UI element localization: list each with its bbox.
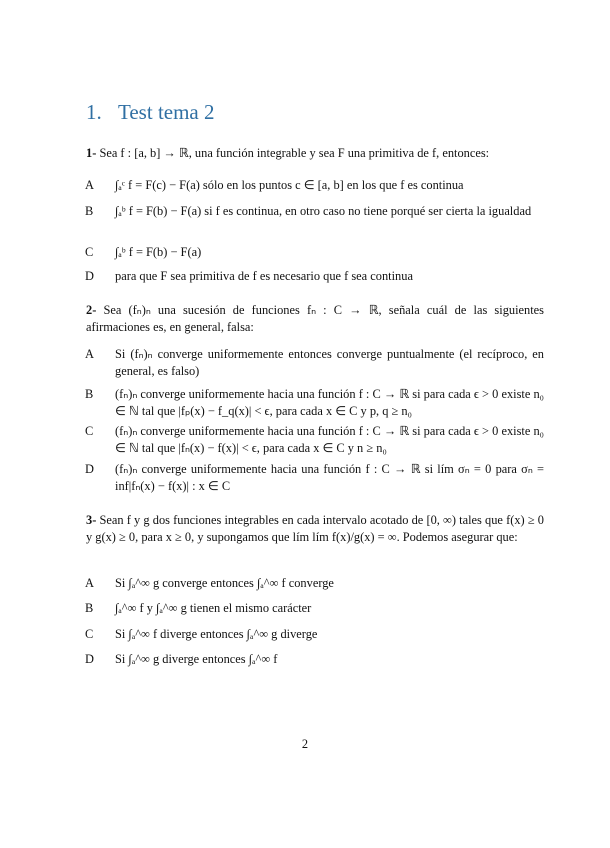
question-3 xyxy=(86,512,544,546)
option-text: ∫ₐᵇ f = F(b) − F(a) xyxy=(115,245,202,259)
question-3-option-b xyxy=(85,600,544,617)
question-1-number: 1- xyxy=(86,146,97,160)
question-2-option-d xyxy=(85,461,544,495)
question-2-number: 2- xyxy=(86,303,97,317)
option-text: Si ∫ₐ^∞ g converge entonces ∫ₐ^∞ f converge xyxy=(115,576,334,590)
option-label: C xyxy=(85,245,94,259)
question-3-option-c xyxy=(85,626,544,643)
question-2-option-c xyxy=(85,423,544,457)
option-text: para que F sea primitiva de f es necesario que f sea continua xyxy=(115,269,413,283)
question-1-option-b xyxy=(85,203,544,220)
option-label: C xyxy=(85,627,94,641)
question-1-option-d xyxy=(85,268,544,285)
option-text: Si ∫ₐ^∞ g diverge entonces ∫ₐ^∞ f xyxy=(115,652,278,666)
option-label: B xyxy=(85,601,94,615)
option-text: ∫ₐᶜ f = F(c) − F(a) sólo en los puntos c ∈ [a, b] en los que f es continua xyxy=(115,178,464,192)
option-label: C xyxy=(85,424,94,438)
question-3-number: 3- xyxy=(86,513,97,527)
section-title xyxy=(86,100,215,125)
question-2-text: Sea (fₙ)ₙ una sucesión de funciones fₙ : C → ℝ, señala cuál de las siguientes afirmaciones es, en general, falsa: xyxy=(86,303,544,334)
option-text: (fₙ)ₙ converge uniformemente hacia una función f : C → ℝ si para cada ϵ > 0 existe n₀ ∈ ℕ tal que |fₚ(x) − f_q(x)| < ϵ, para cada x ∈ C y p, q ≥ n₀ xyxy=(115,387,544,418)
option-text: ∫ₐᵇ f = F(b) − F(a) si f es continua, en otro caso no tiene porqué ser cierta la igualdad xyxy=(115,204,532,218)
section-title-text: Test tema 2 xyxy=(118,100,215,124)
option-label: B xyxy=(85,387,94,401)
question-3-option-d xyxy=(85,651,544,668)
option-label: D xyxy=(85,269,94,283)
option-text: Si (fₙ)ₙ converge uniformemente entonces converge puntualmente (el recíproco, en general, es falso) xyxy=(115,347,544,378)
question-2-option-b xyxy=(85,386,544,420)
page-number: 2 xyxy=(301,737,309,751)
option-text: (fₙ)ₙ converge uniformemente hacia una función f : C → ℝ si para cada ϵ > 0 existe n₀ ∈ ℕ tal que |fₙ(x) − f(x)| < ϵ, para cada x ∈ C y n ≥ n₀ xyxy=(115,424,544,455)
question-1-text: Sea f : [a, b] → ℝ, una función integrable y sea F una primitiva de f, entonces: xyxy=(99,146,490,160)
option-label: A xyxy=(85,576,94,590)
question-3-option-a xyxy=(85,575,544,592)
question-3-text: Sean f y g dos funciones integrables en cada intervalo acotado de [0, ∞) tales que f(x) ≥ 0 y g(x) ≥ 0, para x ≥ 0, y supongamos que lím lím f(x)/g(x) = ∞. Podemos asegurar que: xyxy=(86,513,544,544)
option-label: D xyxy=(85,652,94,666)
question-2-option-a xyxy=(85,346,544,380)
question-2 xyxy=(86,302,544,336)
question-1-option-a xyxy=(85,177,544,194)
option-label: A xyxy=(85,178,94,192)
option-text: (fₙ)ₙ converge uniformemente hacia una función f : C → ℝ si lím σₙ = 0 para σₙ = inf|fₙ(x) − f(x)| : x ∈ C xyxy=(115,462,544,493)
question-1-option-c xyxy=(85,244,544,261)
question-1 xyxy=(86,145,544,162)
option-text: Si ∫ₐ^∞ f diverge entonces ∫ₐ^∞ g diverge xyxy=(115,627,318,641)
section-number: 1. xyxy=(86,100,102,124)
option-label: A xyxy=(85,347,94,361)
option-label: B xyxy=(85,204,94,218)
option-label: D xyxy=(85,462,94,476)
option-text: ∫ₐ^∞ f y ∫ₐ^∞ g tienen el mismo carácter xyxy=(115,601,312,615)
